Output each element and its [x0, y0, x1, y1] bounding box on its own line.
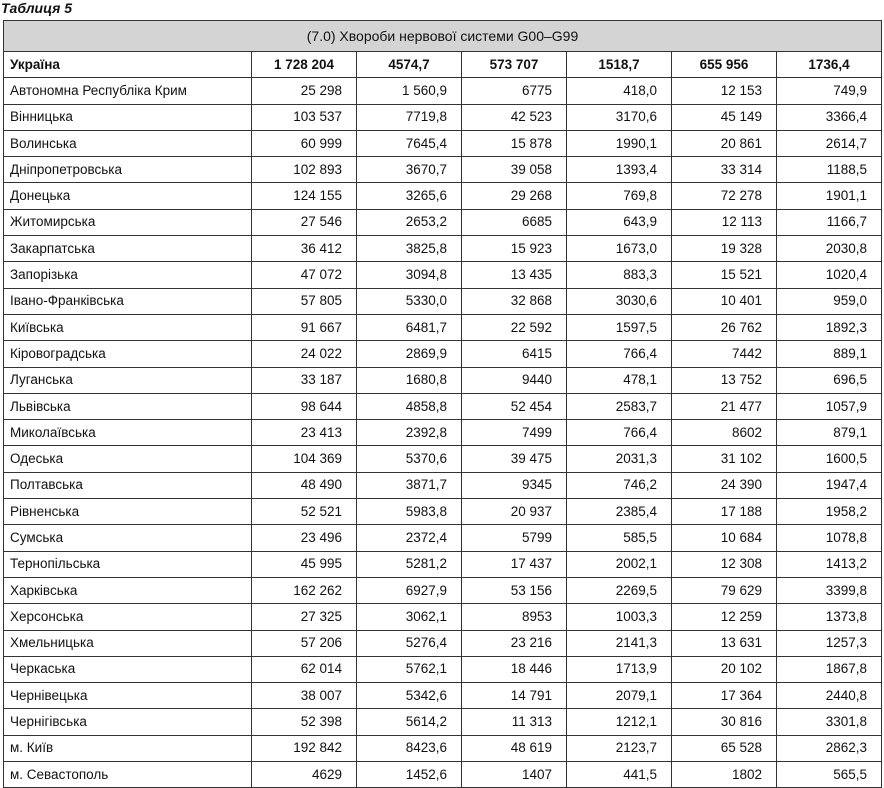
- value-cell: 124 155: [252, 183, 357, 209]
- table-row: [4, 104, 882, 130]
- value-cell: 2079,1: [567, 683, 672, 709]
- region-name: Сумська: [4, 525, 252, 551]
- value-cell: 1947,4: [777, 472, 882, 498]
- value-cell: 45 995: [252, 551, 357, 577]
- value-cell: 25 298: [252, 78, 357, 104]
- table-row: [4, 236, 882, 262]
- value-cell: 7645,4: [357, 130, 462, 156]
- value-cell: 14 791: [462, 683, 567, 709]
- value-cell: 11 313: [462, 709, 567, 735]
- value-cell: 6415: [462, 341, 567, 367]
- table-row: [4, 577, 882, 603]
- value-cell: 573 707: [462, 52, 567, 78]
- value-cell: 22 592: [462, 314, 567, 340]
- value-cell: 2869,9: [357, 341, 462, 367]
- value-cell: 1867,8: [777, 656, 882, 682]
- table-row: [4, 157, 882, 183]
- region-name: Хмельницька: [4, 630, 252, 656]
- table-row: [4, 630, 882, 656]
- value-cell: 1600,5: [777, 446, 882, 472]
- table-row: [4, 262, 882, 288]
- value-cell: 3094,8: [357, 262, 462, 288]
- value-cell: 192 842: [252, 735, 357, 761]
- table-row: [4, 551, 882, 577]
- value-cell: 52 398: [252, 709, 357, 735]
- table-row: [4, 314, 882, 340]
- value-cell: 1078,8: [777, 525, 882, 551]
- value-cell: 6685: [462, 209, 567, 235]
- table-row: [4, 420, 882, 446]
- value-cell: 1407: [462, 762, 567, 788]
- value-cell: 3825,8: [357, 236, 462, 262]
- value-cell: 27 546: [252, 209, 357, 235]
- value-cell: 30 816: [672, 709, 777, 735]
- region-name: Закарпатська: [4, 236, 252, 262]
- value-cell: 3366,4: [777, 104, 882, 130]
- value-cell: 53 156: [462, 577, 567, 603]
- value-cell: 24 022: [252, 341, 357, 367]
- value-cell: 1736,4: [777, 52, 882, 78]
- value-cell: 1673,0: [567, 236, 672, 262]
- value-cell: 1518,7: [567, 52, 672, 78]
- value-cell: 1452,6: [357, 762, 462, 788]
- value-cell: 585,5: [567, 525, 672, 551]
- value-cell: 746,2: [567, 472, 672, 498]
- value-cell: 7719,8: [357, 104, 462, 130]
- region-name: Кіровоградська: [4, 341, 252, 367]
- value-cell: 17 437: [462, 551, 567, 577]
- disease-table: [3, 20, 882, 788]
- value-cell: 1257,3: [777, 630, 882, 656]
- value-cell: 3030,6: [567, 288, 672, 314]
- value-cell: 57 805: [252, 288, 357, 314]
- value-cell: 20 102: [672, 656, 777, 682]
- value-cell: 565,5: [777, 762, 882, 788]
- value-cell: 72 278: [672, 183, 777, 209]
- value-cell: 1802: [672, 762, 777, 788]
- value-cell: 12 308: [672, 551, 777, 577]
- table-row: [4, 209, 882, 235]
- region-name: Луганська: [4, 367, 252, 393]
- value-cell: 2392,8: [357, 420, 462, 446]
- table-row: [4, 446, 882, 472]
- value-cell: 959,0: [777, 288, 882, 314]
- value-cell: 10 401: [672, 288, 777, 314]
- value-cell: 10 684: [672, 525, 777, 551]
- value-cell: 5330,0: [357, 288, 462, 314]
- table-row: [4, 709, 882, 735]
- value-cell: 879,1: [777, 420, 882, 446]
- value-cell: 104 369: [252, 446, 357, 472]
- table-row: [4, 78, 882, 104]
- value-cell: 12 259: [672, 604, 777, 630]
- value-cell: 1990,1: [567, 130, 672, 156]
- region-name: Полтавська: [4, 472, 252, 498]
- value-cell: 2614,7: [777, 130, 882, 156]
- value-cell: 3670,7: [357, 157, 462, 183]
- table-header-title: (7.0) Хвороби нервової системи G00–G99: [4, 21, 882, 52]
- region-name: Івано-Франківська: [4, 288, 252, 314]
- value-cell: 696,5: [777, 367, 882, 393]
- region-name: Вінницька: [4, 104, 252, 130]
- value-cell: 769,8: [567, 183, 672, 209]
- value-cell: 13 631: [672, 630, 777, 656]
- value-cell: 48 619: [462, 735, 567, 761]
- region-name: м. Київ: [4, 735, 252, 761]
- value-cell: 5370,6: [357, 446, 462, 472]
- table-row: [4, 367, 882, 393]
- value-cell: 24 390: [672, 472, 777, 498]
- region-name: Харківська: [4, 577, 252, 603]
- value-cell: 441,5: [567, 762, 672, 788]
- value-cell: 2269,5: [567, 577, 672, 603]
- value-cell: 13 752: [672, 367, 777, 393]
- value-cell: 103 537: [252, 104, 357, 130]
- region-name: Дніпропетровська: [4, 157, 252, 183]
- value-cell: 2385,4: [567, 499, 672, 525]
- value-cell: 15 521: [672, 262, 777, 288]
- table-row: [4, 762, 882, 788]
- value-cell: 45 149: [672, 104, 777, 130]
- table-row: [4, 130, 882, 156]
- value-cell: 18 446: [462, 656, 567, 682]
- value-cell: 883,3: [567, 262, 672, 288]
- value-cell: 2583,7: [567, 393, 672, 419]
- value-cell: 38 007: [252, 683, 357, 709]
- value-cell: 4629: [252, 762, 357, 788]
- value-cell: 6927,9: [357, 577, 462, 603]
- table-row: [4, 341, 882, 367]
- value-cell: 1901,1: [777, 183, 882, 209]
- value-cell: 478,1: [567, 367, 672, 393]
- value-cell: 5342,6: [357, 683, 462, 709]
- value-cell: 1020,4: [777, 262, 882, 288]
- value-cell: 1958,2: [777, 499, 882, 525]
- value-cell: 8953: [462, 604, 567, 630]
- value-cell: 9440: [462, 367, 567, 393]
- value-cell: 27 325: [252, 604, 357, 630]
- value-cell: 7442: [672, 341, 777, 367]
- value-cell: 4574,7: [357, 52, 462, 78]
- region-name: Чернігівська: [4, 709, 252, 735]
- value-cell: 6481,7: [357, 314, 462, 340]
- region-name: м. Севастополь: [4, 762, 252, 788]
- value-cell: 2123,7: [567, 735, 672, 761]
- value-cell: 17 188: [672, 499, 777, 525]
- region-name: Автономна Республіка Крим: [4, 78, 252, 104]
- value-cell: 39 475: [462, 446, 567, 472]
- table-row: [4, 472, 882, 498]
- value-cell: 33 187: [252, 367, 357, 393]
- value-cell: 3062,1: [357, 604, 462, 630]
- value-cell: 3170,6: [567, 104, 672, 130]
- region-name: Тернопільська: [4, 551, 252, 577]
- value-cell: 15 878: [462, 130, 567, 156]
- value-cell: 2862,3: [777, 735, 882, 761]
- value-cell: 20 937: [462, 499, 567, 525]
- value-cell: 1188,5: [777, 157, 882, 183]
- value-cell: 766,4: [567, 420, 672, 446]
- value-cell: 102 893: [252, 157, 357, 183]
- value-cell: 8423,6: [357, 735, 462, 761]
- value-cell: 98 644: [252, 393, 357, 419]
- value-cell: 1212,1: [567, 709, 672, 735]
- table-row: [4, 656, 882, 682]
- value-cell: 1892,3: [777, 314, 882, 340]
- value-cell: 1166,7: [777, 209, 882, 235]
- region-name: Чернівецька: [4, 683, 252, 709]
- value-cell: 643,9: [567, 209, 672, 235]
- table-row: [4, 735, 882, 761]
- value-cell: 12 113: [672, 209, 777, 235]
- table-row: [4, 604, 882, 630]
- value-cell: 5762,1: [357, 656, 462, 682]
- value-cell: 1 560,9: [357, 78, 462, 104]
- value-cell: 1597,5: [567, 314, 672, 340]
- table-row: [4, 499, 882, 525]
- value-cell: 1003,3: [567, 604, 672, 630]
- value-cell: 749,9: [777, 78, 882, 104]
- value-cell: 39 058: [462, 157, 567, 183]
- value-cell: 12 153: [672, 78, 777, 104]
- value-cell: 91 667: [252, 314, 357, 340]
- value-cell: 4858,8: [357, 393, 462, 419]
- value-cell: 3871,7: [357, 472, 462, 498]
- value-cell: 5614,2: [357, 709, 462, 735]
- value-cell: 2653,2: [357, 209, 462, 235]
- region-name: Черкаська: [4, 656, 252, 682]
- value-cell: 31 102: [672, 446, 777, 472]
- value-cell: 60 999: [252, 130, 357, 156]
- value-cell: 57 206: [252, 630, 357, 656]
- value-cell: 29 268: [462, 183, 567, 209]
- region-name: Миколаївська: [4, 420, 252, 446]
- value-cell: 33 314: [672, 157, 777, 183]
- value-cell: 6775: [462, 78, 567, 104]
- value-cell: 5276,4: [357, 630, 462, 656]
- value-cell: 52 521: [252, 499, 357, 525]
- value-cell: 1057,9: [777, 393, 882, 419]
- value-cell: 36 412: [252, 236, 357, 262]
- value-cell: 5983,8: [357, 499, 462, 525]
- value-cell: 62 014: [252, 656, 357, 682]
- table-header-row: [4, 21, 882, 52]
- table-row: [4, 183, 882, 209]
- table-row: [4, 683, 882, 709]
- value-cell: 1393,4: [567, 157, 672, 183]
- value-cell: 48 490: [252, 472, 357, 498]
- value-cell: 1713,9: [567, 656, 672, 682]
- region-name: Житомирська: [4, 209, 252, 235]
- table-row: [4, 393, 882, 419]
- value-cell: 42 523: [462, 104, 567, 130]
- region-name: Рівненська: [4, 499, 252, 525]
- value-cell: 52 454: [462, 393, 567, 419]
- table-row: [4, 525, 882, 551]
- region-name: Херсонська: [4, 604, 252, 630]
- value-cell: 162 262: [252, 577, 357, 603]
- value-cell: 2002,1: [567, 551, 672, 577]
- value-cell: 655 956: [672, 52, 777, 78]
- value-cell: 766,4: [567, 341, 672, 367]
- value-cell: 5799: [462, 525, 567, 551]
- value-cell: 9345: [462, 472, 567, 498]
- region-name: Донецька: [4, 183, 252, 209]
- value-cell: 20 861: [672, 130, 777, 156]
- value-cell: 1 728 204: [252, 52, 357, 78]
- value-cell: 1413,2: [777, 551, 882, 577]
- value-cell: 19 328: [672, 236, 777, 262]
- value-cell: 3301,8: [777, 709, 882, 735]
- value-cell: 3399,8: [777, 577, 882, 603]
- value-cell: 1680,8: [357, 367, 462, 393]
- value-cell: 2440,8: [777, 683, 882, 709]
- value-cell: 2141,3: [567, 630, 672, 656]
- value-cell: 2031,3: [567, 446, 672, 472]
- value-cell: 79 629: [672, 577, 777, 603]
- region-name: Одеська: [4, 446, 252, 472]
- value-cell: 889,1: [777, 341, 882, 367]
- value-cell: 3265,6: [357, 183, 462, 209]
- total-row: [4, 52, 882, 78]
- region-name: Запорізька: [4, 262, 252, 288]
- region-name: Львівська: [4, 393, 252, 419]
- region-name: Україна: [4, 52, 252, 78]
- value-cell: 65 528: [672, 735, 777, 761]
- value-cell: 47 072: [252, 262, 357, 288]
- region-name: Київська: [4, 314, 252, 340]
- value-cell: 8602: [672, 420, 777, 446]
- table-caption: Таблиця 5: [1, 0, 73, 16]
- value-cell: 7499: [462, 420, 567, 446]
- value-cell: 32 868: [462, 288, 567, 314]
- value-cell: 23 216: [462, 630, 567, 656]
- value-cell: 26 762: [672, 314, 777, 340]
- value-cell: 2030,8: [777, 236, 882, 262]
- value-cell: 5281,2: [357, 551, 462, 577]
- value-cell: 23 413: [252, 420, 357, 446]
- value-cell: 2372,4: [357, 525, 462, 551]
- table-row: [4, 288, 882, 314]
- region-name: Волинська: [4, 130, 252, 156]
- value-cell: 15 923: [462, 236, 567, 262]
- value-cell: 21 477: [672, 393, 777, 419]
- value-cell: 418,0: [567, 78, 672, 104]
- value-cell: 17 364: [672, 683, 777, 709]
- value-cell: 23 496: [252, 525, 357, 551]
- value-cell: 1373,8: [777, 604, 882, 630]
- value-cell: 13 435: [462, 262, 567, 288]
